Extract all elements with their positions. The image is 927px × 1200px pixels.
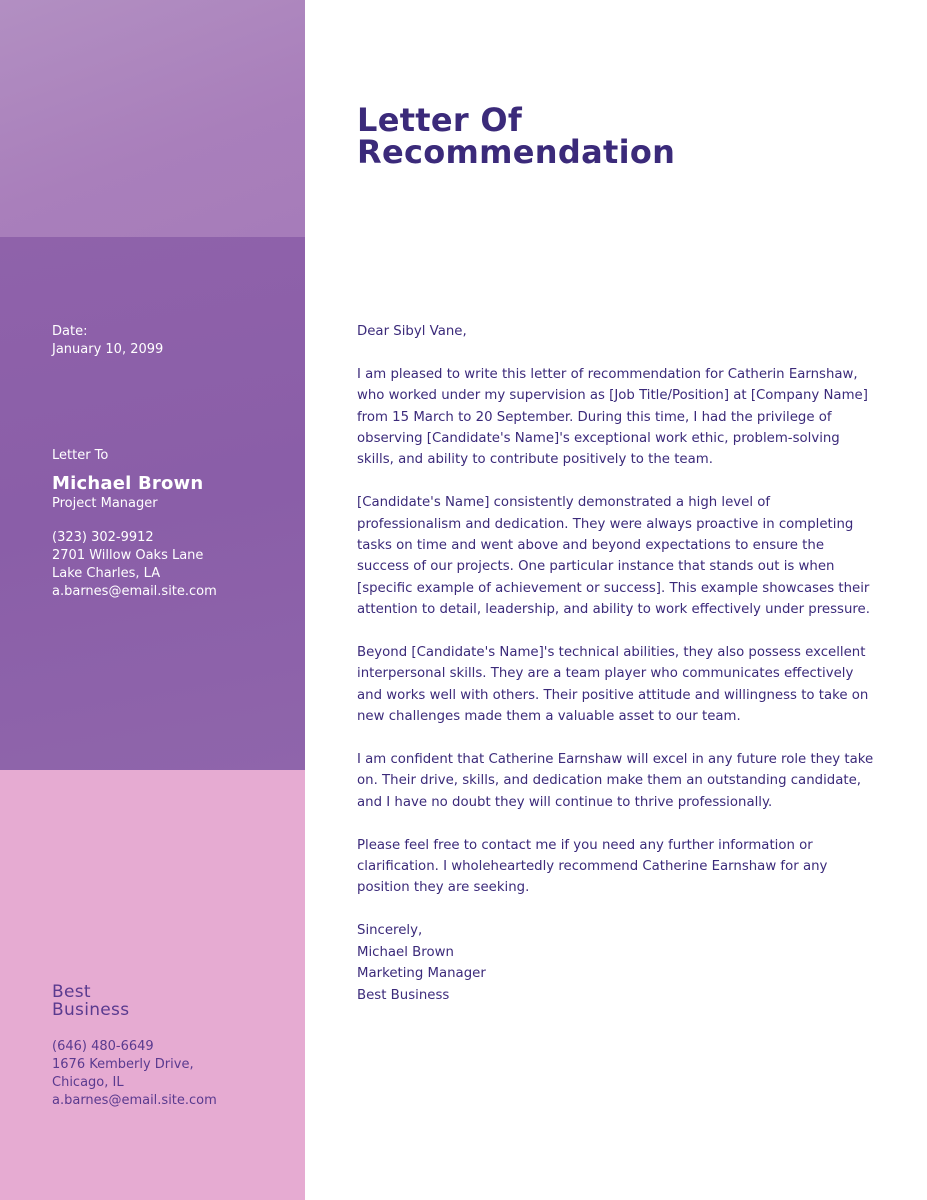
page-title: [357, 101, 676, 171]
signoff: [357, 920, 877, 1006]
letter-to-label: Letter To: [52, 448, 109, 463]
date-label: Date:: [52, 324, 88, 339]
recipient-phone: (323) 302-9912: [52, 530, 154, 545]
paragraph-1: I am pleased to write this letter of recommendation for Catherin Earnshaw, who worked under my supervision as [Job Title/Position] at [Company Name] from 15 March to 20 September. During this time, I had the privilege of observing [Candidate's Name]'s exceptional work ethic, problem-solving skills, and ability to contribute positively to the team.: [357, 366, 868, 468]
signer-name: Michael Brown: [357, 944, 454, 960]
business-address-line2: Chicago, IL: [52, 1075, 124, 1090]
paragraph-5: Please feel free to contact me if you need any further information or clarification. I wholeheartedly recommend Catherine Earnshaw for any position they are seeking.: [357, 837, 828, 896]
sidebar-bottom-block: [0, 770, 305, 1200]
recipient-title: Project Manager: [52, 496, 158, 511]
business-address-line1: 1676 Kemberly Drive,: [52, 1057, 194, 1072]
sidebar: [0, 0, 305, 1200]
signer-title: Marketing Manager: [357, 966, 486, 982]
date-value: January 10, 2099: [52, 342, 164, 357]
letter-body: [357, 321, 877, 1006]
recipient-address-line2: Lake Charles, LA: [52, 566, 161, 581]
paragraph-3: Beyond [Candidate's Name]'s technical abilities, they also possess excellent interpersonal skills. They are a team player who communicates effectively and works well with others. Their positive attitude and willingness to take on new challenges made them a valuable asset to our team.: [357, 645, 869, 725]
business-contact: [52, 1038, 217, 1110]
sidebar-top-block: [0, 0, 305, 237]
business-email: a.barnes@email.site.com: [52, 1093, 217, 1108]
closing: Sincerely,: [357, 923, 423, 939]
signer-company: Best Business: [357, 987, 450, 1003]
paragraph-2: [Candidate's Name] consistently demonstrated a high level of professionalism and dedication. They were always proactive in completing tasks on time and went above and beyond expectations to ensure the success of our projects. One particular instance that stands out is when [specific example of achievement or success]. This example showcases their attention to detail, leadership, and ability to work effectively under pressure.: [357, 495, 870, 618]
business-name-line1: Best: [52, 982, 91, 1002]
recipient-name: Michael Brown: [52, 473, 204, 494]
business-name-line2: Business: [52, 1000, 130, 1020]
recipient-email: a.barnes@email.site.com: [52, 584, 217, 599]
paragraph-4: I am confident that Catherine Earnshaw will excel in any future role they take on. Their drive, skills, and dedication make them an outstanding candidate, and I have no doubt they will continue to thrive professionally.: [357, 752, 874, 810]
recipient-contact: [52, 529, 217, 601]
business-phone: (646) 480-6649: [52, 1039, 154, 1054]
recipient-address-line1: 2701 Willow Oaks Lane: [52, 548, 204, 563]
page-title-line1: Letter Of: [357, 101, 523, 139]
salutation: Dear Sibyl Vane,: [357, 324, 467, 339]
business-name: [52, 983, 129, 1019]
page-title-line2: Recommendation: [357, 133, 676, 171]
